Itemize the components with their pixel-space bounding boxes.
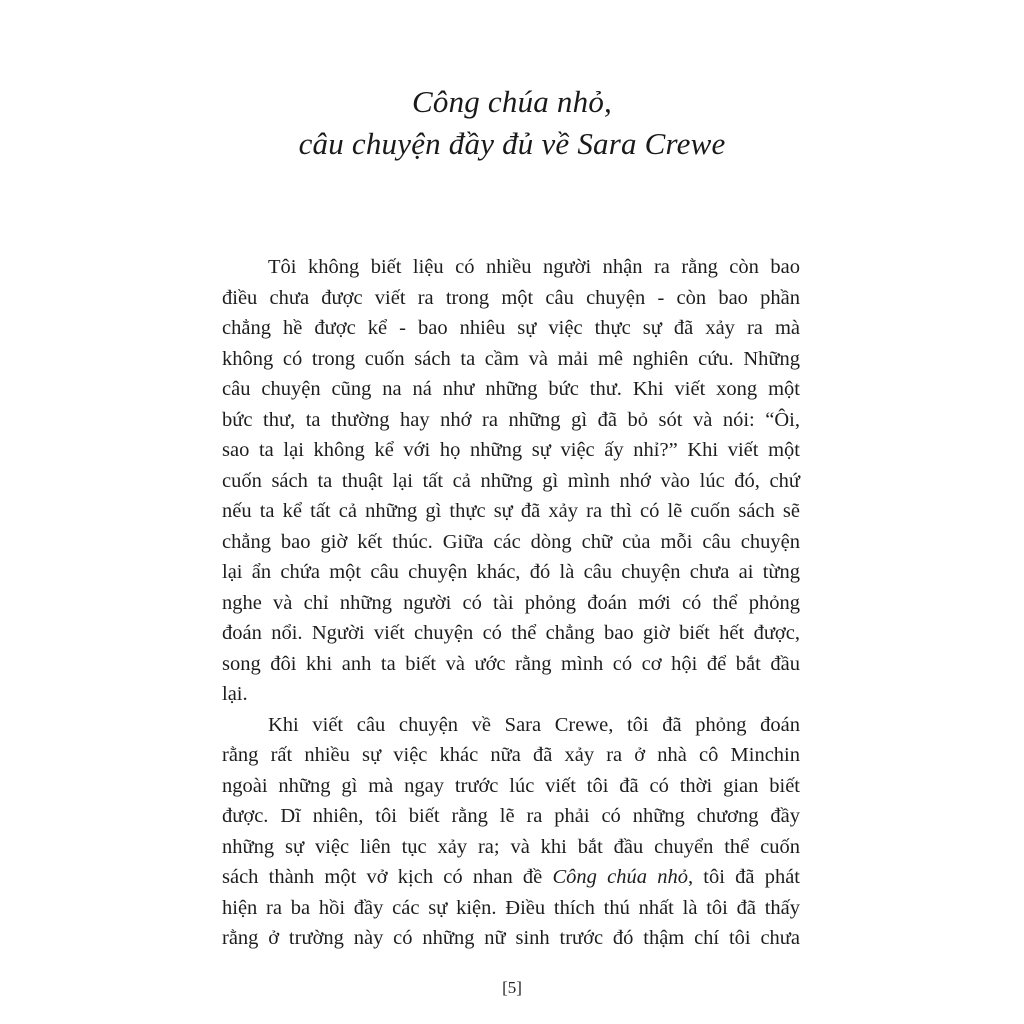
text-line: Khi viết câu chuyện về Sara Crewe, tôi đã phỏng đoán	[268, 713, 800, 736]
text-line: song đôi khi anh ta biết và ước rằng mình có cơ hội để bắt đầu	[222, 652, 800, 675]
text-line: nghe và chỉ những người có tài phỏng đoán mới có thể phỏng	[222, 591, 800, 614]
chapter-title-line-2: câu chuyện đầy đủ về Sara Crewe	[298, 126, 726, 161]
text-line: những sự việc liên tục xảy ra; và khi bắt đầu chuyển thể cuốn	[222, 835, 800, 858]
text-line: hiện ra ba hồi đầy các sự kiện. Điều thích thú nhất là tôi đã thấy	[222, 896, 800, 919]
paragraph-2	[222, 710, 800, 954]
text-line: rằng rất nhiều sự việc khác nữa đã xảy ra ở nhà cô Minchin	[222, 744, 800, 766]
text-line: lại.	[222, 683, 248, 705]
text-line: sao ta lại không kể với họ những sự việc ấy nhỉ?” Khi viết một	[222, 439, 800, 461]
italic-book-title: Công chúa nhỏ	[552, 866, 688, 888]
text-line: rằng ở trường này có những nữ sinh trước đó thậm chí tôi chưa	[222, 927, 800, 949]
text-line: chẳng hề được kể - bao nhiêu sự việc thực sự đã xảy ra mà	[222, 317, 800, 339]
text-line: đoán nổi. Người viết chuyện có thể chẳng bao giờ biết hết được,	[222, 622, 800, 644]
text-segment: , tôi đã phát	[687, 866, 800, 888]
text-line: điều chưa được viết ra trong một câu chuyện - còn bao phần	[222, 286, 800, 309]
text-line: nếu ta kể tất cả những gì thực sự đã xảy ra thì có lẽ cuốn sách sẽ	[222, 500, 800, 522]
text-segment: sách thành một vở kịch có nhan đề	[222, 866, 553, 888]
text-line: không có trong cuốn sách ta cầm và mải mê nghiên cứu. Những	[222, 347, 800, 370]
text-line: bức thư, ta thường hay nhớ ra những gì đã bỏ sót và nói: “Ôi,	[222, 408, 800, 431]
text-line: câu chuyện cũng na ná như những bức thư. Khi viết xong một	[222, 378, 800, 400]
text-line-with-italic-title	[222, 862, 800, 893]
text-line: lại ẩn chứa một câu chuyện khác, đó là câu chuyện chưa ai từng	[222, 561, 800, 583]
paragraph-1	[222, 252, 800, 710]
text-line: ngoài những gì mà ngay trước lúc viết tôi đã có thời gian biết	[222, 774, 800, 797]
page-number: [5]	[502, 978, 522, 997]
text-line: Tôi không biết liệu có nhiều người nhận ra rằng còn bao	[268, 256, 800, 278]
text-line: chẳng bao giờ kết thúc. Giữa các dòng chữ của mỗi câu chuyện	[222, 530, 800, 553]
text-line: được. Dĩ nhiên, tôi biết rằng lẽ ra phải có những chương đầy	[222, 805, 800, 827]
text-line: cuốn sách ta thuật lại tất cả những gì mình nhớ vào lúc đó, chứ	[222, 469, 800, 492]
body-text	[222, 252, 800, 954]
chapter-title-line-1: Công chúa nhỏ,	[412, 84, 612, 119]
